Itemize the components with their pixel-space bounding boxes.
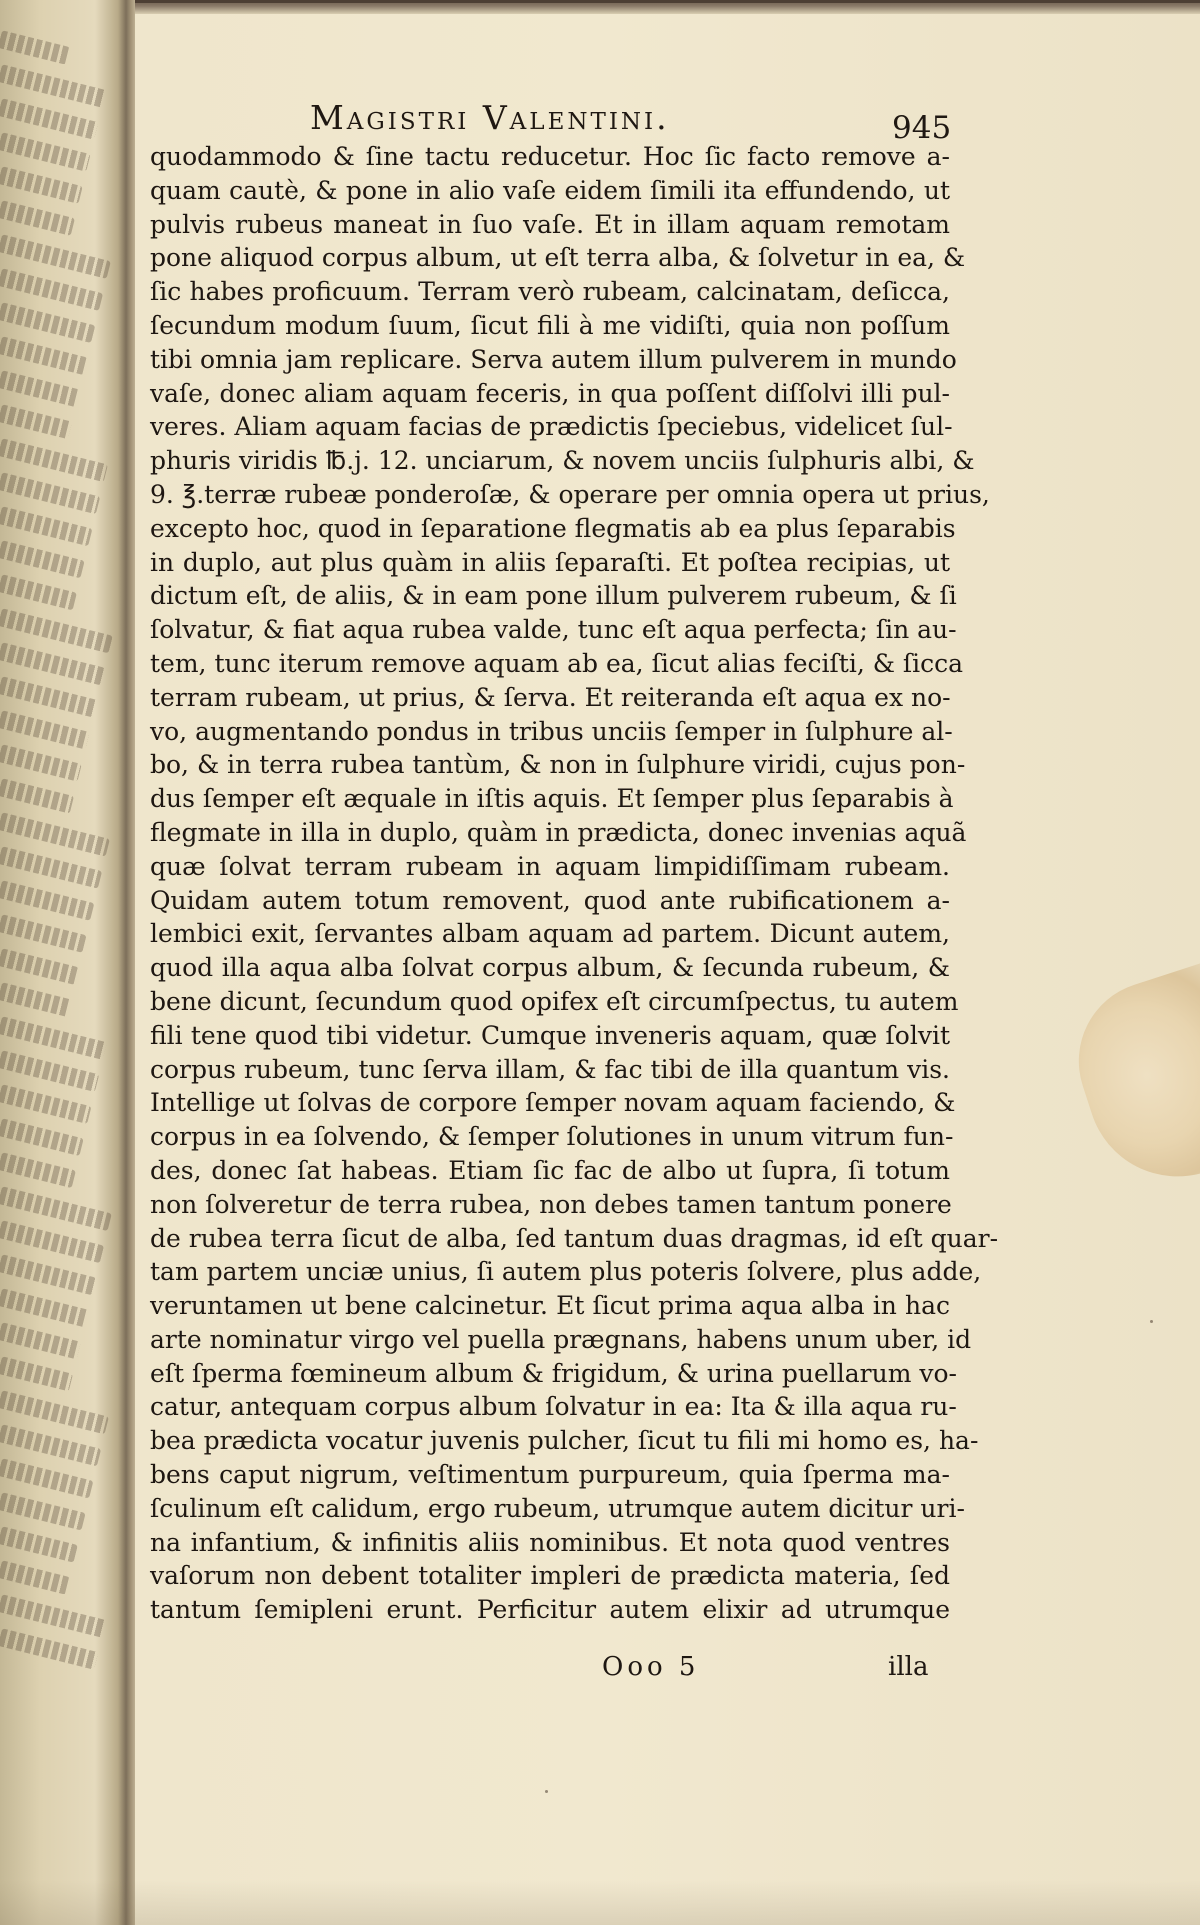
text-line: excepto hoc, quod in ſeparatione flegmatis ab ea plus ſeparabis: [150, 513, 956, 543]
text-line: terram rubeam, ut prius, & ſerva. Et reiteranda eſt aqua ex no-: [150, 682, 951, 712]
text-line: quæ ſolvat terram rubeam in aquam limpidiſſimam rubeam.: [150, 851, 950, 881]
text-line: ſecundum modum ſuum, ſicut fili à me vidiſti, quia non poſſum: [150, 310, 950, 340]
facing-page-line: [0, 846, 102, 888]
text-line: catur, antequam corpus album ſolvatur in ea: Ita & illa aqua ru-: [150, 1392, 957, 1422]
facing-page-line: [0, 540, 85, 578]
facing-page-line: [0, 1424, 101, 1466]
facing-page-line: [0, 1084, 91, 1124]
facing-page-line: [0, 982, 71, 1017]
text-line: tem, tunc iterum remove aquam ab ea, ſicut alias feciſti, & ſicca: [150, 648, 964, 678]
text-line: bens caput nigrum, veſtimentum purpureum, quia ſperma ma-: [150, 1460, 950, 1490]
facing-page-line: [0, 1254, 96, 1295]
text-line: corpus in ea ſolvendo, & ſemper ſolutiones in unum vitrum fun-: [150, 1122, 954, 1152]
text-line: non ſolveretur de terra rubea, non debes tamen tantum ponere: [150, 1189, 952, 1219]
facing-page-line: [0, 1322, 81, 1359]
text-line: bo, & in terra rubea tantùm, & non in ſulphure viridi, cujus pon-: [150, 750, 966, 780]
facing-page-line: [0, 1560, 70, 1594]
text-line: pulvis rubeus maneat in ſuo vaſe. Et in illam aquam remotam: [150, 209, 950, 239]
facing-page-line: [0, 166, 83, 204]
facing-page-line: [0, 880, 94, 920]
facing-page-line: [0, 268, 103, 311]
facing-page-line: [0, 744, 82, 781]
facing-page-line: [0, 948, 79, 985]
body-text: [150, 140, 999, 1627]
facing-page-line: [0, 370, 80, 407]
page-bottom-shade: [0, 1880, 1200, 1925]
paper-speck: [1150, 1320, 1153, 1323]
signature-mark: Ooo 5: [602, 1652, 700, 1682]
text-line: lembici exit, ſervantes albam aquam ad partem. Dicunt autem,: [150, 919, 950, 949]
facing-page-line: [0, 1526, 78, 1562]
text-line: quam cautè, & pone in alio vaſe eidem ſimili ita effundendo, ut: [150, 175, 950, 205]
page-number: 945: [892, 110, 952, 146]
text-line: eſt ſperma fœmineum album & frigidum, & urina puellarum vo-: [150, 1358, 958, 1388]
text-line: ſolvatur, & fiat aqua rubea valde, tunc eſt aqua perfecta; ſin au-: [150, 615, 957, 645]
text-line: quodammodo & ſine tactu reducetur. Hoc ſic facto remove a-: [150, 142, 950, 171]
facing-page-line: [0, 778, 74, 813]
text-line: des, donec ſat habeas. Etiam ſic fac de albo ut ſupra, ſi totum: [150, 1155, 950, 1185]
text-line: pone aliquod corpus album, ut eſt terra alba, & ſolvetur in ea, &: [150, 243, 966, 273]
facing-page-line: [0, 1628, 98, 1669]
facing-page-line: [0, 98, 98, 139]
text-line: tam partem unciæ unius, ſi autem plus poteris ſolvere, plus adde,: [150, 1257, 982, 1287]
text-line: quod illa aqua alba ſolvat corpus album, & ſecunda rubeum, &: [150, 953, 950, 983]
text-line: bea prædicta vocatur juvenis pulcher, ſicut tu fili mi homo es, ha-: [150, 1426, 979, 1456]
facing-page-line: [0, 914, 87, 953]
facing-page-line: [0, 336, 88, 375]
text-line: dictum eſt, de aliis, & in eam pone illum pulverem rubeum, & ſi: [150, 581, 957, 611]
facing-page-line: [0, 676, 97, 717]
text-line: veres. Aliam aquam facias de prædictis ſpeciebus, videlicet ſul-: [150, 412, 953, 442]
facing-page-line: [0, 1050, 99, 1092]
text-line: in duplo, aut plus quàm in aliis ſeparaſti. Et poſtea recipias, ut: [150, 547, 950, 577]
facing-page-line: [0, 200, 75, 236]
text-line: phuris viridis ℔.j. 12. unciarum, & novem unciis ſulphuris albi, &: [150, 446, 975, 476]
facing-page-line: [0, 1492, 86, 1530]
facing-page-line: [0, 1152, 76, 1188]
text-line: flegmate in illa in duplo, quàm in prædicta, donec invenias aquã: [150, 817, 967, 847]
text-line: bene dicunt, ſecundum quod opifex eſt circumſpectus, tu autem: [150, 986, 959, 1016]
text-line: ſculinum eſt calidum, ergo rubeum, utrumque autem dicitur uri-: [150, 1493, 965, 1523]
page-top-shadow: [128, 0, 1200, 3]
text-line: tibi omnia jam replicare. Serva autem illum pulverem in mundo: [150, 344, 957, 374]
text-line: Intellige ut ſolvas de corpore ſemper novam aquam faciendo, &: [150, 1088, 956, 1118]
text-line: dus ſemper eſt æquale in iſtis aquis. Et ſemper plus ſeparabis à: [150, 784, 954, 814]
text-line: vaſe, donec aliam aquam feceris, in qua poſſent diſſolvi illi pul-: [150, 378, 950, 408]
text-line: arte nominatur virgo vel puella prægnans, habens unum uber, id: [150, 1324, 972, 1354]
facing-page-line: [0, 132, 90, 171]
facing-page-line: [0, 404, 72, 439]
text-line: corpus rubeum, tunc ſerva illam, & fac tibi de illa quantum vis.: [150, 1054, 950, 1084]
facing-page-line: [0, 1288, 89, 1327]
facing-page-line: [0, 506, 92, 546]
facing-page-line: [0, 1458, 93, 1498]
facing-page-line: [0, 1356, 73, 1391]
text-line: vo, augmentando pondus in tribus unciis ſemper in ſulphure al-: [150, 716, 953, 746]
facing-page-line: [0, 574, 77, 610]
text-line: ſic habes proficuum. Terram verò rubeam, calcinatam, deſicca,: [150, 277, 950, 307]
text-line: fili tene quod tibi videtur. Cumque inveneris aquam, quæ ſolvit: [150, 1020, 950, 1050]
facing-page-line: [0, 710, 90, 749]
paper-speck: [545, 1790, 548, 1793]
facing-page-text: [0, 10, 120, 1710]
text-line: tantum ſemipleni erunt. Perficitur autem elixir ad utrumque: [150, 1595, 950, 1625]
facing-page-line: [0, 472, 100, 514]
catchword: illa: [888, 1652, 929, 1682]
text-line: 9. ℥.terræ rubeæ ponderoſæ, & operare per omnia opera ut prius,: [150, 479, 990, 509]
text-line: veruntamen ut bene calcinetur. Et ſicut prima aqua alba in hac: [150, 1291, 950, 1321]
running-title: Magistri Valentini.: [310, 98, 670, 137]
text-line: de rubea terra ſicut de alba, ſed tantum duas dragmas, id eſt quar-: [150, 1223, 999, 1253]
text-line: vaſorum non debent totaliter impleri de prædicta materia, ſed: [150, 1561, 950, 1591]
text-line: na infantium, & infinitis aliis nominibus. Et nota quod ventres: [150, 1527, 950, 1557]
facing-page-line: [0, 302, 95, 343]
text-line: Quidam autem totum removent, quod ante rubificationem a-: [150, 885, 950, 915]
facing-page-line: [0, 1118, 84, 1156]
facing-page-line: [0, 30, 70, 64]
